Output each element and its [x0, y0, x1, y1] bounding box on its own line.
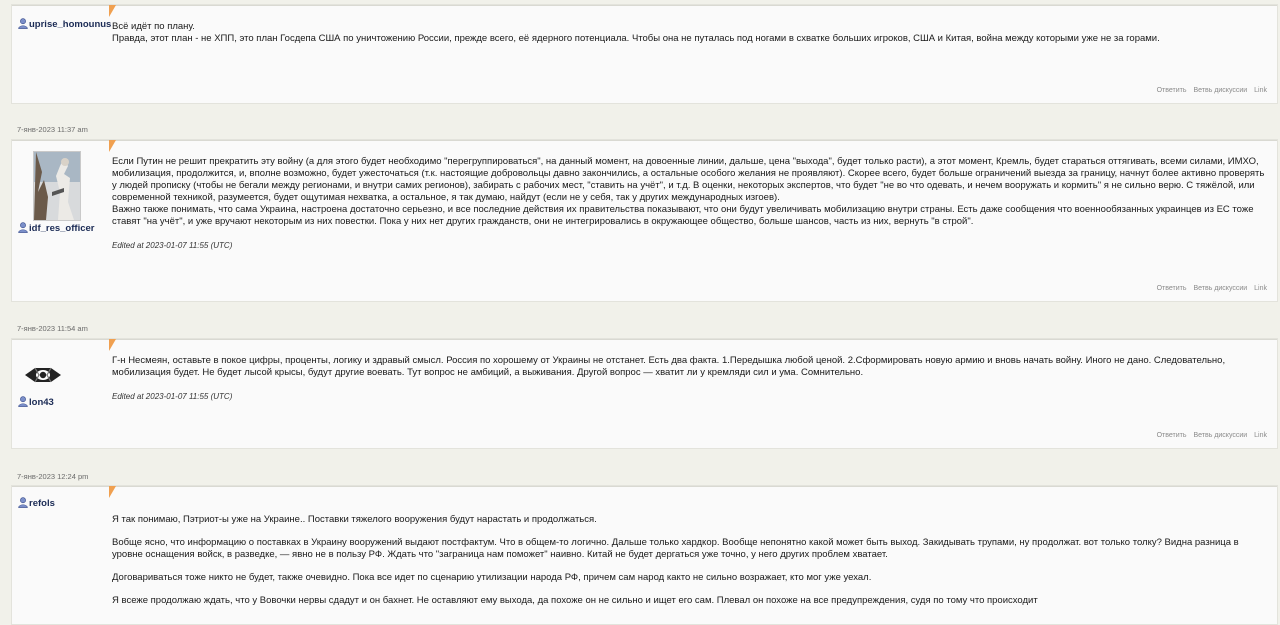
comment-line: Правда, этот план - не ХПП, это план Госдепа США по уничтожению России, прежде всего, её ядерного потенциала. Чтобы она не путалась под ногами в схватке больших игроков, США и Китая, война между которыми уже не за горами. [112, 33, 1160, 44]
permalink-link[interactable]: Link [1254, 432, 1267, 439]
comment-post [11, 139, 1278, 302]
comment-author[interactable] [18, 18, 111, 30]
author-name[interactable]: lon43 [29, 397, 54, 408]
comment-paragraph: Г-н Несмеян, оставьте в покое цифры, проценты, логику и здравый смысл. Россия по хорошему от Украины не отстанет. Есть два факта. 1.Передышка любой ценой. 2.Сформировать новую армию и вновь начать войну. Иного не дано. Следовательно, мобилизация будет. Не будет лысой крысы, будут другие воевать. Тут вопрос не амбиций, а выживания. Другой вопрос — хватит ли у кремляди сил и ума. Сомнительно. [112, 355, 1226, 378]
comment-corner-marker [109, 339, 116, 351]
user-icon [18, 497, 28, 508]
comment-post [11, 4, 1278, 104]
author-name[interactable]: idf_res_officer [29, 223, 95, 234]
eye-logo-icon [23, 365, 63, 385]
comment-paragraph: Если Путин не решит прекратить эту войну (а для этого будет необходимо "перегруппироваться", на данный момент, на довоенные линии, дальше, цена "выхода", будет только расти), а этот момент, Кремль, будет стараться оттягивать, всеми силами, ИМХО, мобилизация, продолжится, и, вполне возможно, будет ужесточаться (т.к. настоящие добровольцы давно закончились, а остальные особого желания не проявляют). Скорее всего, будет больше ограничений выезда за границу, начнут более активно проверять у людей прописку (чтобы не бегали между регионами, и внутри самих регионов), забирать с рабочих мест, "ставить на учёт", и т.д. В оценки, некоторых экспертов, что будет "не во что одевать, и нечем вооружать и кормить" я не сильно верю. С тяжёлой, или современной техникой, разумеется, будет ощутимая нехватка, а остальное, я так думаю, найдут (если не у себя, так у других международных изгоев). [112, 156, 1265, 203]
comment-post [11, 338, 1278, 449]
comment-corner-marker [109, 486, 116, 498]
comment-paragraph: Я так понимаю, Пэтриот-ы уже на Украине.. Поставки тяжелого вооружения будут нарастать и продолжаться. [112, 514, 597, 525]
thread-link[interactable]: Ветвь дискуссии [1193, 285, 1248, 292]
comment-body [112, 156, 1267, 252]
comment-author[interactable] [18, 222, 94, 234]
author-name[interactable]: refols [29, 498, 55, 509]
comment-corner-marker [109, 140, 116, 152]
user-icon [18, 396, 28, 407]
comment-actions [1152, 432, 1267, 439]
comment-date: 7-янв-2023 11:54 am [17, 324, 88, 333]
comment-body [112, 514, 1267, 607]
comment-date: 7-янв-2023 12:24 pm [17, 472, 89, 481]
thread-link[interactable]: Ветвь дискуссии [1193, 432, 1248, 439]
user-avatar[interactable] [21, 353, 65, 397]
reply-link[interactable]: Ответить [1156, 285, 1187, 292]
comment-paragraph: Договариваться тоже никто не будет, также очевидно. Пока все идет по сценарию утилизации народа РФ, причем сам народ както не сильно возражает, кто мог уже уехал. [112, 572, 872, 583]
permalink-link[interactable]: Link [1254, 87, 1267, 94]
comment-paragraph: Вобще ясно, что информацию о поставках в Украину вооружений выдают постфактум. Что в общем-то логично. Дальше только хардкор. Вообще непонятно какой может быть выход. Закидывать трупами, ну продолжат. вот только толку? Видна разница в уровне оснащения войск, в разведке, — явно не в пользу РФ. Ждать что "заграница нам поможет" наивно. Китай не будет дергаться уже точно, у него других проблем хватает. [112, 537, 1239, 560]
permalink-link[interactable]: Link [1254, 285, 1267, 292]
edited-note: Edited at 2023-01-07 11:55 (UTC) [112, 241, 233, 250]
edited-note: Edited at 2023-01-07 11:55 (UTC) [112, 392, 233, 401]
comment-line: Всё идёт по плану. [112, 21, 195, 32]
author-name[interactable]: uprise_homounus [29, 19, 112, 30]
comment-author[interactable] [18, 396, 54, 408]
comment-corner-marker [109, 5, 116, 17]
comment-paragraph: Я всеже продолжаю ждать, что у Вовочки нервы сдадут и он бахнет. Не оставляют ему выхода, да похоже он не сильно и ищет его сам. Плевал он похоже на все предупреждения, судя по тому что происходит [112, 595, 1038, 606]
reply-link[interactable]: Ответить [1156, 432, 1187, 439]
comment-author[interactable] [18, 497, 55, 509]
comment-post [11, 485, 1278, 625]
comment-date: 7-янв-2023 11:37 am [17, 125, 88, 134]
comment-body [112, 355, 1267, 403]
reply-link[interactable]: Ответить [1156, 87, 1187, 94]
user-icon [18, 18, 28, 29]
comment-actions [1152, 285, 1267, 292]
comment-actions [1152, 87, 1267, 94]
comment-paragraph: Важно также понимать, что сама Украина, настроена достаточно серьезно, и все последние действия их правительства показывают, что они будут увеличивать мобилизацию внутри страны. Есть даже сообщения что военнообязанных украинцев из ЕС тоже ставят "на учёт", и уже вручают некоторым из них повестки. Пока у них нет других гражданств, они не интегрировались в окружающее общество, больше шансов, часть из них, вернуть "в строй". [112, 204, 1254, 227]
comment-body [112, 21, 1267, 45]
soldier-avatar-image [34, 152, 80, 220]
user-icon [18, 222, 28, 233]
user-avatar[interactable] [33, 151, 81, 221]
thread-link[interactable]: Ветвь дискуссии [1193, 87, 1248, 94]
